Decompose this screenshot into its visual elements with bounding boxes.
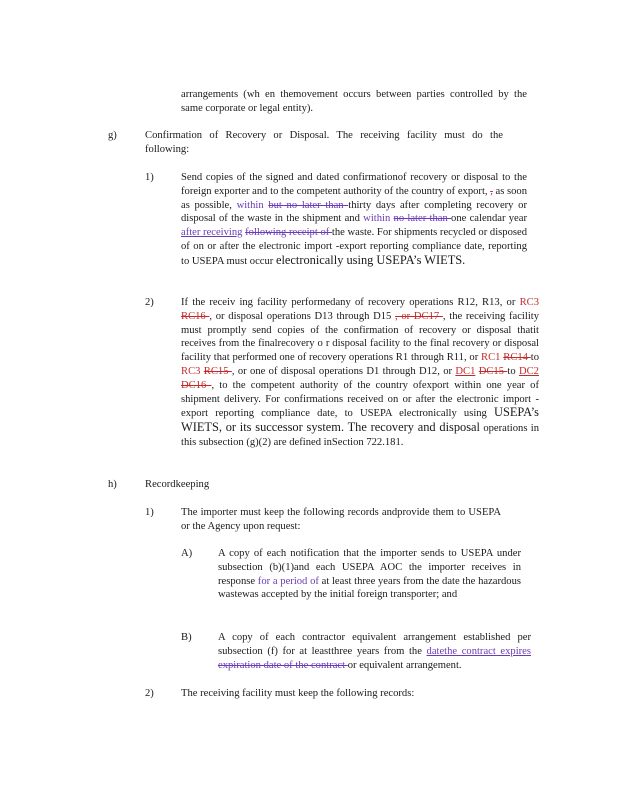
inserted-within: within	[236, 199, 264, 211]
deleted-no-later-than: no later than	[393, 213, 452, 225]
deleted-comma: ,	[490, 185, 493, 197]
inserted-within-2: within	[363, 213, 391, 225]
intro-text: arrangements (wh en themovement occurs between parties controlled by the same corporate or legal entity).	[181, 89, 527, 114]
g-item1-paragraph: Send copies of the signed and dated confirmationof recovery or disposal to the foreign exporter and to the competent authority of the country of export, , as soon as possible, within but no later than thirty days after completing recovery or disposal of the waste in the shipment and within no later than one calendar year after receiving following receipt of the waste. For shipments recycled or disposed of on or after the electronic import -export reporting compliance date, reporting to USEPA must occur electronically using USEPA’s WIETS.	[181, 172, 527, 267]
intro-paragraph	[181, 88, 527, 116]
g-item1-label: 1)	[145, 172, 154, 183]
h-item1-label: 1)	[145, 507, 154, 518]
h-item2-label: 2)	[145, 688, 154, 699]
section-h-label: h)	[108, 479, 117, 490]
deleted-following-receipt-of: following receipt of	[245, 227, 332, 239]
h-subA-paragraph: A copy of each notification that the importer sends to USEPA under subsection (b)(1)and each USEPA AOC the importer receives in response for a period of at least three years from the date the hazardous wastewas accepted by the initial foreign transporter; and	[218, 548, 522, 601]
h-item2-paragraph: The receiving facility must keep the following records:	[181, 688, 415, 699]
h-subB-paragraph: A copy of each contractor equivalent arrangement established per subsection (f) for at leastthree years from the datethe contract expires expiration date of the contract or equivalent arrangement.	[218, 632, 531, 671]
section-g-label: g)	[108, 130, 117, 141]
inserted-after-receiving: after receiving	[181, 227, 243, 239]
h-item1-paragraph: The importer must keep the following records andprovide them to USEPA or the Agency upon request:	[181, 507, 501, 532]
h-subA-label: A)	[181, 548, 193, 559]
section-g-heading: Confirmation of Recovery or Disposal. The receiving facility must do the following:	[145, 130, 503, 155]
section-h-heading: Recordkeeping	[145, 479, 210, 490]
deleted-but-no-later-than: but no later than	[268, 199, 349, 211]
g-item2-paragraph: If the receiv ing facility performedany of recovery operations R12, R13, or RC3 RC16 , or disposal operations D13 through D15 , or DC17 , the receiving facility must promptly send copies of the confirmation of recovery or disposal thatit receives from the finalrecovery o r disposal facility to the final recovery or disposal facility that performed one of recovery operations R1 through R11, or RC1 RC14 to RC3 RC15 , or one of disposal operations D1 through D12, or DC1 DC15 to DC2 DC16 , to the competent authority of the country ofexport within one year of shipment delivery. For confirmations received on or after the electronic import - export reporting compliance date, to USEPA electronically using USEPA’s WIETS, or its successor system. The recovery and disposal operations in this subsection (g)(2) are defined inSection 722.181.	[181, 297, 540, 448]
h-subB-label: B)	[181, 632, 192, 643]
g-item2-label: 2)	[145, 297, 154, 308]
